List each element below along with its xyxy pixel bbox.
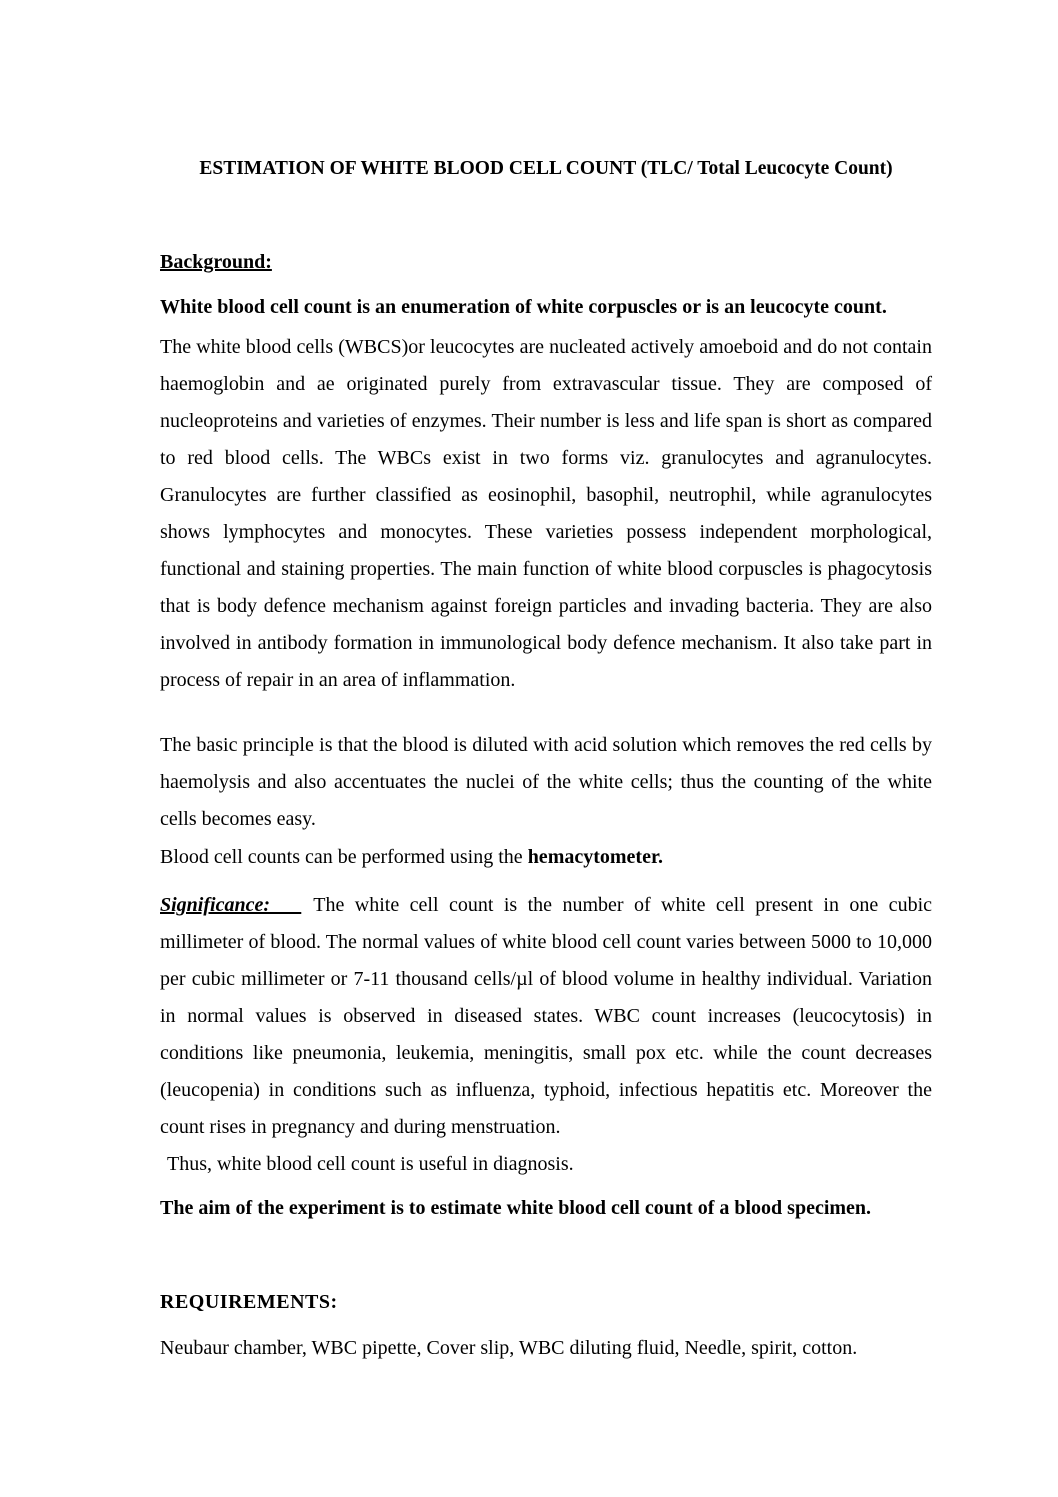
background-lead-paragraph: White blood cell count is an enumeration of white corpuscles or is an leucocyte count. <box>160 296 887 318</box>
diagnosis-conclusion-line: Thus, white blood cell count is useful in diagnosis. <box>167 1153 574 1175</box>
background-heading: Background: <box>160 251 272 273</box>
principle-paragraph: The basic principle is that the blood is diluted with acid solution which removes the red cells by haemolysis and also accentuates the nuclei of the white cells; thus the counting of the white cells becomes easy. <box>160 734 932 830</box>
hemacytometer-term: hemacytometer. <box>527 846 663 868</box>
blood-counts-line <box>160 839 932 876</box>
background-body-paragraph: The white blood cells (WBCS)or leucocytes are nucleated actively amoeboid and do not contain haemoglobin and ae originated purely from extravascular tissue. They are composed of nucleoproteins and varieties of enzymes. Their number is less and life span is short as compared to red blood cells. The WBCs exist in two forms viz. granulocytes and agranulocytes. Granulocytes are further classified as eosinophil, basophil, neutrophil, while agranulocytes shows lymphocytes and monocytes. These varieties possess independent morphological, functional and staining properties. The main function of white blood corpuscles is phagocytosis that is body defence mechanism against foreign particles and invading bacteria. They are also involved in antibody formation in immunological body defence mechanism. It also take part in process of repair in an area of inflammation. <box>160 336 932 691</box>
document-title: ESTIMATION OF WHITE BLOOD CELL COUNT (TLC/ Total Leucocyte Count) <box>199 158 893 179</box>
experiment-aim-line: The aim of the experiment is to estimate white blood cell count of a blood specimen. <box>160 1197 872 1219</box>
significance-label: Significance: <box>160 894 302 916</box>
blood-counts-prefix: Blood cell counts can be performed using the <box>160 846 528 868</box>
significance-body: The white cell count is the number of white cell present in one cubic millimeter of blood. The normal values of white blood cell count varies between 5000 to 10,000 per cubic millimeter or 7-11 thousand cells/µl of blood volume in healthy individual. Variation in normal values is observed in diseased states. WBC count increases (leucocytosis) in conditions like pneumonia, leukemia, meningitis, small pox etc. while the count decreases (leucopenia) in conditions such as influenza, typhoid, infectious hepatitis etc. Moreover the count rises in pregnancy and during menstruation. <box>160 894 932 1138</box>
requirements-items-line: Neubaur chamber, WBC pipette, Cover slip, WBC diluting fluid, Needle, spirit, cotton. <box>160 1337 858 1359</box>
significance-paragraph <box>160 887 932 1146</box>
requirements-heading: REQUIREMENTS: <box>160 1291 338 1313</box>
